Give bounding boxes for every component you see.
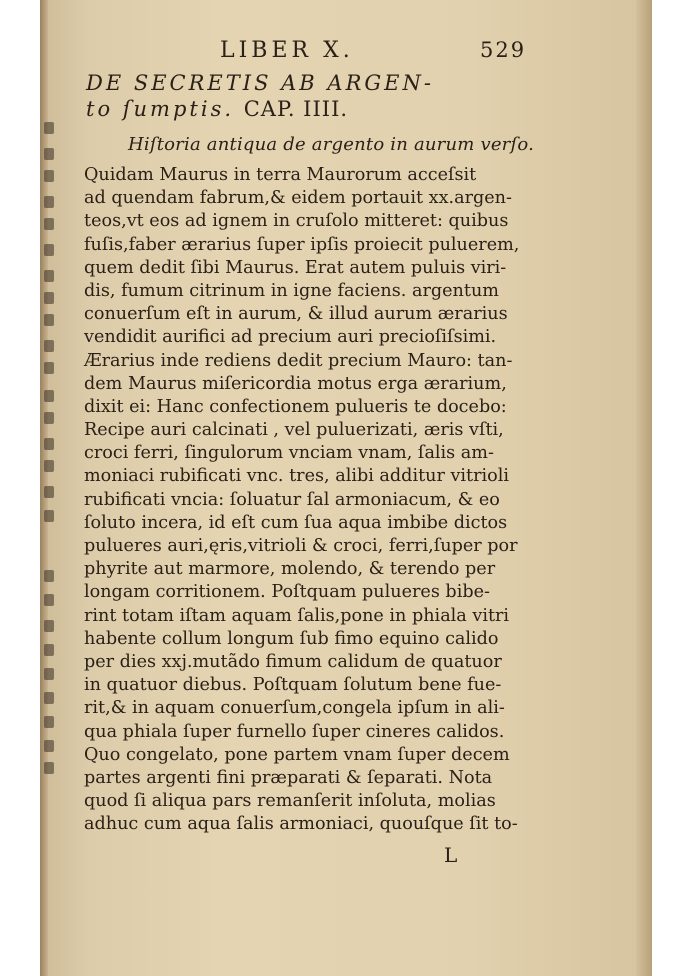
body-line: croci ferri, ſingulorum vnciam vnam, ſalis am- <box>84 443 494 464</box>
body-line: quod ſi aliqua pars remanſerit inſoluta, molias <box>84 791 496 812</box>
section-subtitle: Hiſtoria antiqua de argento in aurum verſo. <box>128 134 534 155</box>
body-line: rubificati vncia: ſoluatur ſal armoniacum, & eo <box>84 489 500 510</box>
body-line: habente collum longum ſub fimo equino calido <box>84 628 499 649</box>
body-line: qua phiala ſuper furnello ſuper cineres calidos. <box>84 721 505 742</box>
body-line: adhuc cum aqua ſalis armoniaci, quouſque ſit to- <box>84 814 518 835</box>
chapter-title <box>86 70 526 122</box>
page-header <box>220 38 527 68</box>
running-head: LIBER X. <box>220 38 354 63</box>
chapter-title-line-2-text: to ſumptis. <box>86 97 235 121</box>
body-line: dis, fumum citrinum in igne faciens. argentum <box>84 280 499 301</box>
body-line: rit,& in aquam conuerſum,congela ipſum in ali- <box>84 698 505 719</box>
body-line: fuſis,faber ærarius ſuper ipſis proiecit puluerem, <box>84 234 520 255</box>
body-line: partes argenti fini præparati & ſeparati. Nota <box>84 767 493 788</box>
catchword: L <box>444 843 458 867</box>
body-line: Quo congelato, pone partem vnam ſuper decem <box>84 744 510 765</box>
body-line: in quatuor diebus. Poſtquam ſolutum bene fue- <box>84 675 502 696</box>
body-line: vendidit aurifici ad precium auri precioſiſsimi. <box>84 327 497 348</box>
body-line: Recipe auri calcinati , vel puluerizati, æris vſti, <box>84 420 504 441</box>
body-text <box>84 164 530 836</box>
page-edge-right <box>636 0 652 976</box>
chapter-title-line-2 <box>86 96 526 122</box>
body-line: dem Maurus miſericordia motus erga ærarium, <box>84 373 507 394</box>
body-line: teos,vt eos ad ignem in cruſolo mitteret: quibus <box>84 211 509 232</box>
body-line: Quidam Maurus in terra Maurorum acceſsit <box>84 165 477 185</box>
body-line: ſoluto incera, id eſt cum ſua aqua imbibe dictos <box>84 512 508 533</box>
chapter-title-line-1: DE SECRETIS AB ARGEN- <box>86 71 434 95</box>
body-line: longam corritionem. Poſtquam pulueres bibe- <box>84 582 490 603</box>
body-line: rint totam iſtam aquam ſalis,pone in phiala vitri <box>84 605 510 626</box>
body-line: ad quendam fabrum,& eidem portauit xx.argen- <box>84 188 512 209</box>
body-line: dixit ei: Hanc confectionem pulueris te docebo: <box>84 396 507 417</box>
body-line: pulueres auri,ęris,vitrioli & croci, ferri,ſuper por <box>84 536 518 556</box>
body-line: per dies xxj.mutãdo fimum calidum de quatuor <box>84 651 502 672</box>
chapter-number: CAP. IIII. <box>243 97 349 121</box>
body-line: conuerſum eſt in aurum, & illud aurum ærarius <box>84 304 508 325</box>
body-line: moniaci rubificati vnc. tres, alibi additur vitrioli <box>84 466 509 487</box>
page-number: 529 <box>480 38 527 62</box>
show-through-marks <box>42 100 62 820</box>
body-line: quem dedit ſibi Maurus. Erat autem puluis viri- <box>84 257 507 278</box>
body-line: Ærarius inde rediens dedit precium Mauro: tan- <box>84 350 513 371</box>
body-line: phyrite aut marmore, molendo, & terendo per <box>84 559 496 580</box>
